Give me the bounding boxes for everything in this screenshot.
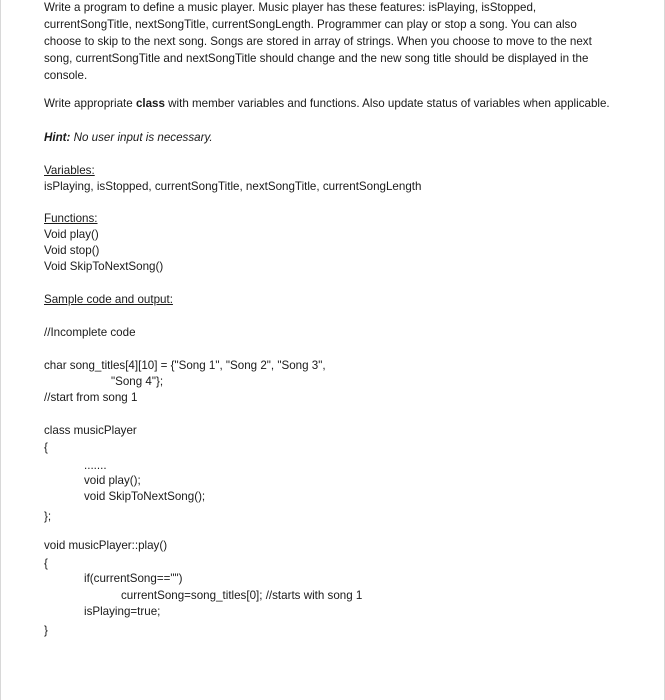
code-line-class-decl: class musicPlayer <box>44 424 137 437</box>
function-item-skip: Void SkipToNextSong() <box>44 260 164 273</box>
code-line-comment: //Incomplete code <box>44 326 136 339</box>
intro-line-3: choose to skip to the next song. Songs are stored in array of strings. When you choose to move to the next <box>44 35 592 48</box>
hint-text: No user input is necessary. <box>70 131 213 144</box>
hint-label: Hint: <box>44 131 71 144</box>
variables-list: isPlaying, isStopped, currentSongTitle, nextSongTitle, currentSongLength <box>44 180 422 193</box>
intro-line-2: currentSongTitle, nextSongTitle, currentSongLength. Programmer can play or stop a song. You can also <box>44 18 577 31</box>
code-line-ellipsis: ....... <box>84 459 107 472</box>
code-line-start-comment: //start from song 1 <box>44 391 138 404</box>
hint-paragraph <box>44 130 213 146</box>
instruction-suffix: with member variables and functions. Also update status of variables when applicable. <box>164 97 610 110</box>
code-line-isplaying: isPlaying=true; <box>84 605 161 618</box>
function-item-stop: Void stop() <box>44 244 100 257</box>
functions-heading: Functions: <box>44 212 98 225</box>
code-line-assign: currentSong=song_titles[0]; //starts with song 1 <box>121 589 363 602</box>
function-item-play: Void play() <box>44 228 99 241</box>
code-line-skip-decl: void SkipToNextSong(); <box>84 490 206 503</box>
code-line-play-close: } <box>44 624 48 637</box>
code-line-class-close: }; <box>44 510 52 523</box>
intro-line-1: Write a program to define a music player. Music player has these features: isPlaying, isStopped, <box>44 1 537 14</box>
instruction-paragraph <box>44 96 610 112</box>
code-line-array-cont: "Song 4"}; <box>111 375 164 388</box>
intro-line-4: song, currentSongTitle and nextSongTitle should change and the new song title should be displayed in the <box>44 52 589 65</box>
code-line-open-brace: { <box>44 441 48 454</box>
sample-heading: Sample code and output: <box>44 293 173 306</box>
intro-line-5: console. <box>44 69 88 82</box>
code-line-if: if(currentSong=="") <box>84 572 183 585</box>
instruction-prefix: Write appropriate <box>44 97 136 110</box>
code-line-play-decl: void play(); <box>84 474 141 487</box>
code-line-play-def: void musicPlayer::play() <box>44 539 168 552</box>
code-line-play-open: { <box>44 557 48 570</box>
code-line-array-decl: char song_titles[4][10] = {"Song 1", "Song 2", "Song 3", <box>44 359 326 372</box>
instruction-keyword: class <box>135 97 165 110</box>
variables-heading: Variables: <box>44 164 95 177</box>
